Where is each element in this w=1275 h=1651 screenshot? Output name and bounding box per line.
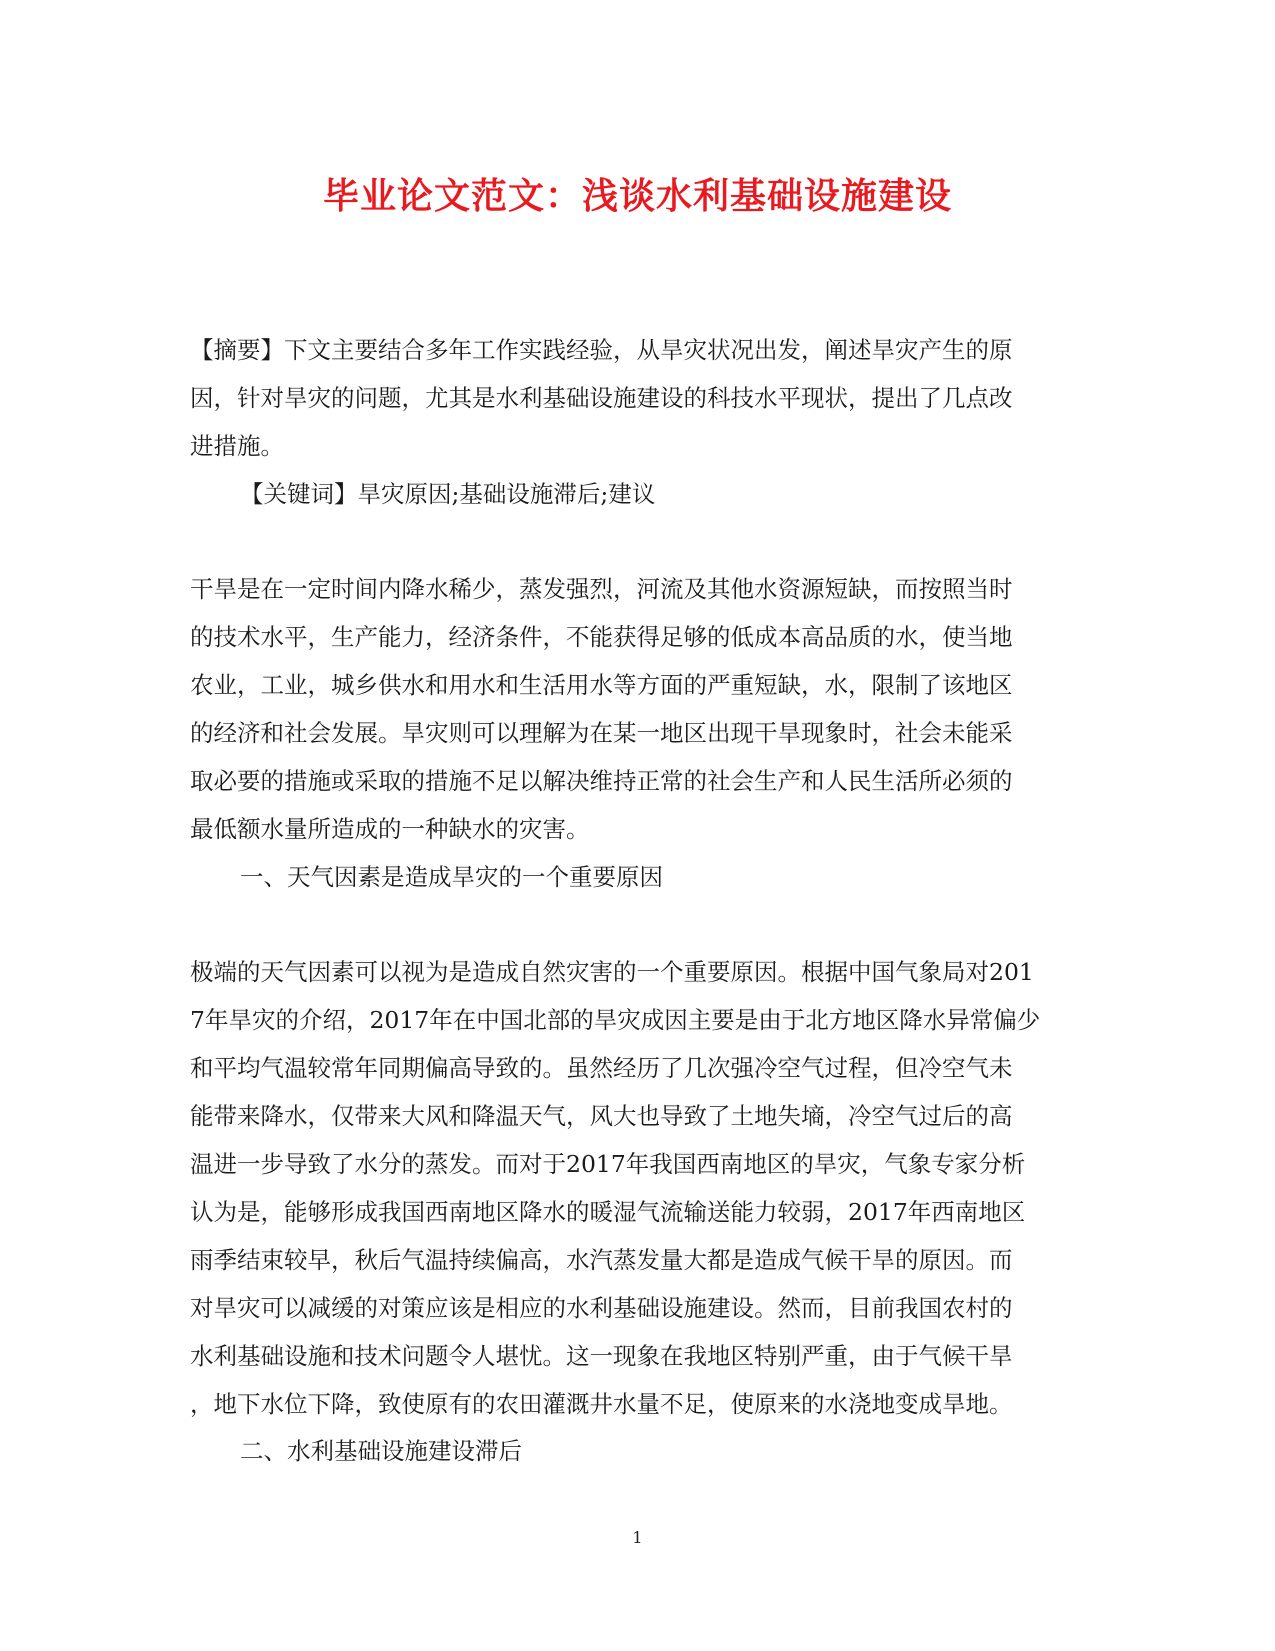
document-title: 毕业论文范文：浅谈水利基础设施建设 (322, 175, 952, 217)
abstract-paragraph (190, 326, 1090, 470)
body-line: 最低额水量所造成的一种缺水的灾害。 (190, 815, 590, 843)
body-line: 干旱是在一定时间内降水稀少，蒸发强烈，河流及其他水资源短缺，而按照当时 (190, 575, 1013, 603)
page-number: 1 (632, 1528, 643, 1547)
body-line: 的经济和社会发展。旱灾则可以理解为在某一地区出现干旱现象时，社会未能采 (190, 719, 1013, 747)
body-line: 农业，工业，城乡供水和用水和生活用水等方面的严重短缺，水，限制了该地区 (190, 671, 1013, 699)
body-line: 取必要的措施或采取的措施不足以解决维持正常的社会生产和人民生活所必须的 (190, 767, 1013, 795)
body-line: 雨季结束较早，秋后气温持续偏高，水汽蒸发量大都是造成气候干旱的原因。而 (190, 1246, 1013, 1274)
section-heading-infrastructure (190, 1427, 1090, 1475)
section-heading-weather (190, 853, 1090, 901)
keywords-paragraph (190, 470, 1090, 518)
body-line: 的技术水平，生产能力，经济条件，不能获得足够的低成本高品质的水，使当地 (190, 623, 1013, 651)
section-heading-text: 二、水利基础设施建设滞后 (240, 1437, 522, 1465)
abstract-line: 【摘要】下文主要结合多年工作实践经验，从旱灾状况出发，阐述旱灾产生的原 (190, 336, 1013, 364)
body-line: 和平均气温较常年同期偏高导致的。虽然经历了几次强冷空气过程，但冷空气未 (190, 1054, 1013, 1082)
keywords-line: 【关键词】旱灾原因;基础设施滞后;建议 (240, 480, 656, 508)
abstract-line: 进措施。 (190, 432, 284, 460)
body-line: 能带来降水，仅带来大风和降温天气，风大也导致了土地失墒，冷空气过后的高 (190, 1102, 1013, 1130)
body-paragraph-drought-definition (190, 565, 1090, 853)
body-line: 7年旱灾的介绍，2017年在中国北部的旱灾成因主要是由于北方地区降水异常偏少 (190, 1006, 1041, 1034)
body-line: 对旱灾可以减缓的对策应该是相应的水利基础设施建设。然而，目前我国农村的 (190, 1294, 1013, 1322)
abstract-line: 因，针对旱灾的问题，尤其是水利基础设施建设的科技水平现状，提出了几点改 (190, 384, 1013, 412)
section-heading-text: 一、天气因素是造成旱灾的一个重要原因 (240, 863, 663, 891)
body-line: 认为是，能够形成我国西南地区降水的暖湿气流输送能力较弱，2017年西南地区 (190, 1198, 1026, 1226)
body-line: 极端的天气因素可以视为是造成自然灾害的一个重要原因。根据中国气象局对201 (190, 958, 1034, 986)
body-line: 水利基础设施和技术问题令人堪忧。这一现象在我地区特别严重，由于气候干旱 (190, 1342, 1013, 1370)
body-paragraph-weather-factors (190, 948, 1090, 1428)
body-line: 温进一步导致了水分的蒸发。而对于2017年我国西南地区的旱灾，气象专家分析 (190, 1150, 1026, 1178)
body-line: ，地下水位下降，致使原有的农田灌溉井水量不足，使原来的水浇地变成旱地。 (190, 1390, 1013, 1418)
